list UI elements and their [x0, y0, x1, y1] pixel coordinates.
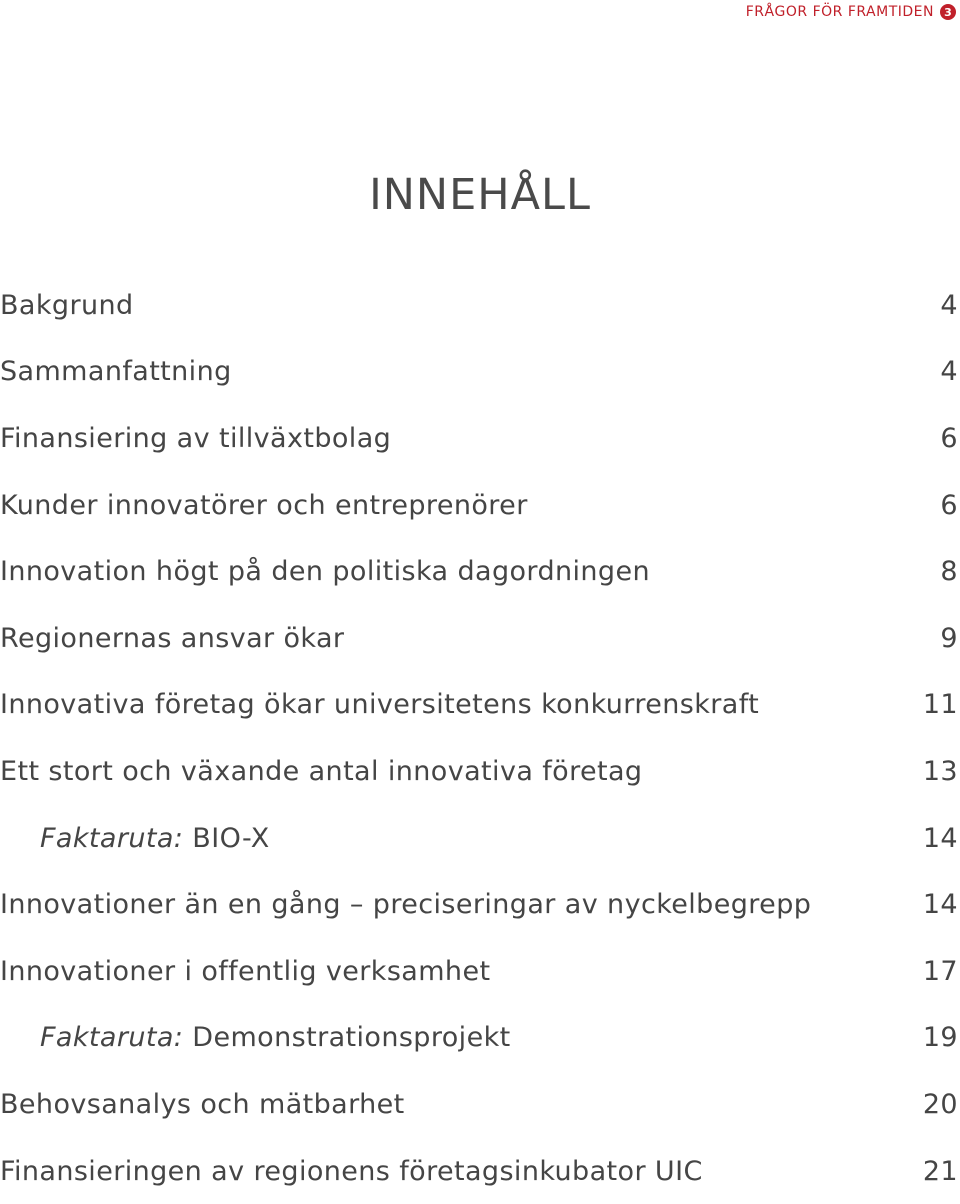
toc-entry-title: Innovationer i offentlig verksamhet — [0, 955, 491, 987]
toc-entry-prefix: Faktaruta: — [40, 1022, 193, 1054]
toc-entry-prefix: Faktaruta: — [40, 822, 193, 854]
toc-entry-title: Finansiering av tillväxtbolag — [0, 422, 392, 454]
toc-entry-title: Regionernas ansvar ökar — [0, 622, 345, 654]
toc-entry — [0, 405, 960, 472]
toc-entry-title: Innovationer än en gång – preciseringar av nyckelbegrepp — [0, 889, 812, 921]
toc-entry — [0, 738, 960, 805]
toc-entry — [0, 605, 960, 672]
toc-subentry-label: BIO-X — [192, 822, 270, 854]
toc-entry-page: 4 — [940, 289, 958, 321]
toc-list — [0, 272, 960, 1204]
toc-title: INNEHÅLL — [369, 170, 591, 220]
toc-entry-page: 21 — [922, 1155, 958, 1187]
toc-subentry-title — [0, 823, 270, 854]
toc-subentry-label: Demonstrationsprojekt — [192, 1022, 511, 1054]
toc-entry — [0, 538, 960, 605]
toc-entry-title: Behovsanalys och mätbarhet — [0, 1088, 405, 1120]
toc-entry-title: Bakgrund — [0, 289, 134, 321]
toc-entry — [0, 339, 960, 406]
toc-entry-page: 9 — [940, 622, 958, 654]
toc-entry-title: Kunder innovatörer och entreprenörer — [0, 489, 528, 521]
toc-entry — [0, 272, 960, 339]
toc-entry-page: 13 — [922, 755, 958, 787]
toc-entry-page: 11 — [922, 689, 958, 721]
toc-entry — [0, 672, 960, 739]
toc-entry — [0, 1138, 960, 1204]
toc-entry — [0, 938, 960, 1005]
toc-entry-page: 6 — [940, 489, 958, 521]
toc-entry — [0, 472, 960, 539]
toc-entry-page: 4 — [940, 356, 958, 388]
toc-entry-page: 8 — [940, 556, 958, 588]
toc-entry-page: 19 — [922, 1022, 958, 1054]
toc-entry-page: 14 — [922, 889, 958, 921]
toc-entry-title: Innovation högt på den politiska dagordningen — [0, 556, 650, 588]
toc-entry — [0, 1071, 960, 1138]
toc-subentry-title — [0, 1022, 511, 1053]
toc-entry — [0, 871, 960, 938]
toc-subentry — [0, 1005, 960, 1072]
toc-entry-page: 17 — [922, 955, 958, 987]
running-header — [746, 4, 956, 20]
running-title: FRÅGOR FÖR FRAMTIDEN — [745, 4, 934, 20]
toc-entry-title: Ett stort och växande antal innovativa företag — [0, 755, 643, 787]
toc-entry-title: Finansieringen av regionens företagsinkubator UIC — [0, 1155, 703, 1187]
toc-entry-title: Innovativa företag ökar universitetens konkurrenskraft — [0, 689, 760, 721]
toc-entry-page: 6 — [940, 422, 958, 454]
toc-entry-page: 14 — [922, 822, 958, 854]
toc-entry-title: Sammanfattning — [0, 356, 232, 388]
page-number-badge: 3 — [940, 4, 956, 20]
toc-entry-page: 20 — [922, 1088, 958, 1120]
toc-subentry — [0, 805, 960, 872]
